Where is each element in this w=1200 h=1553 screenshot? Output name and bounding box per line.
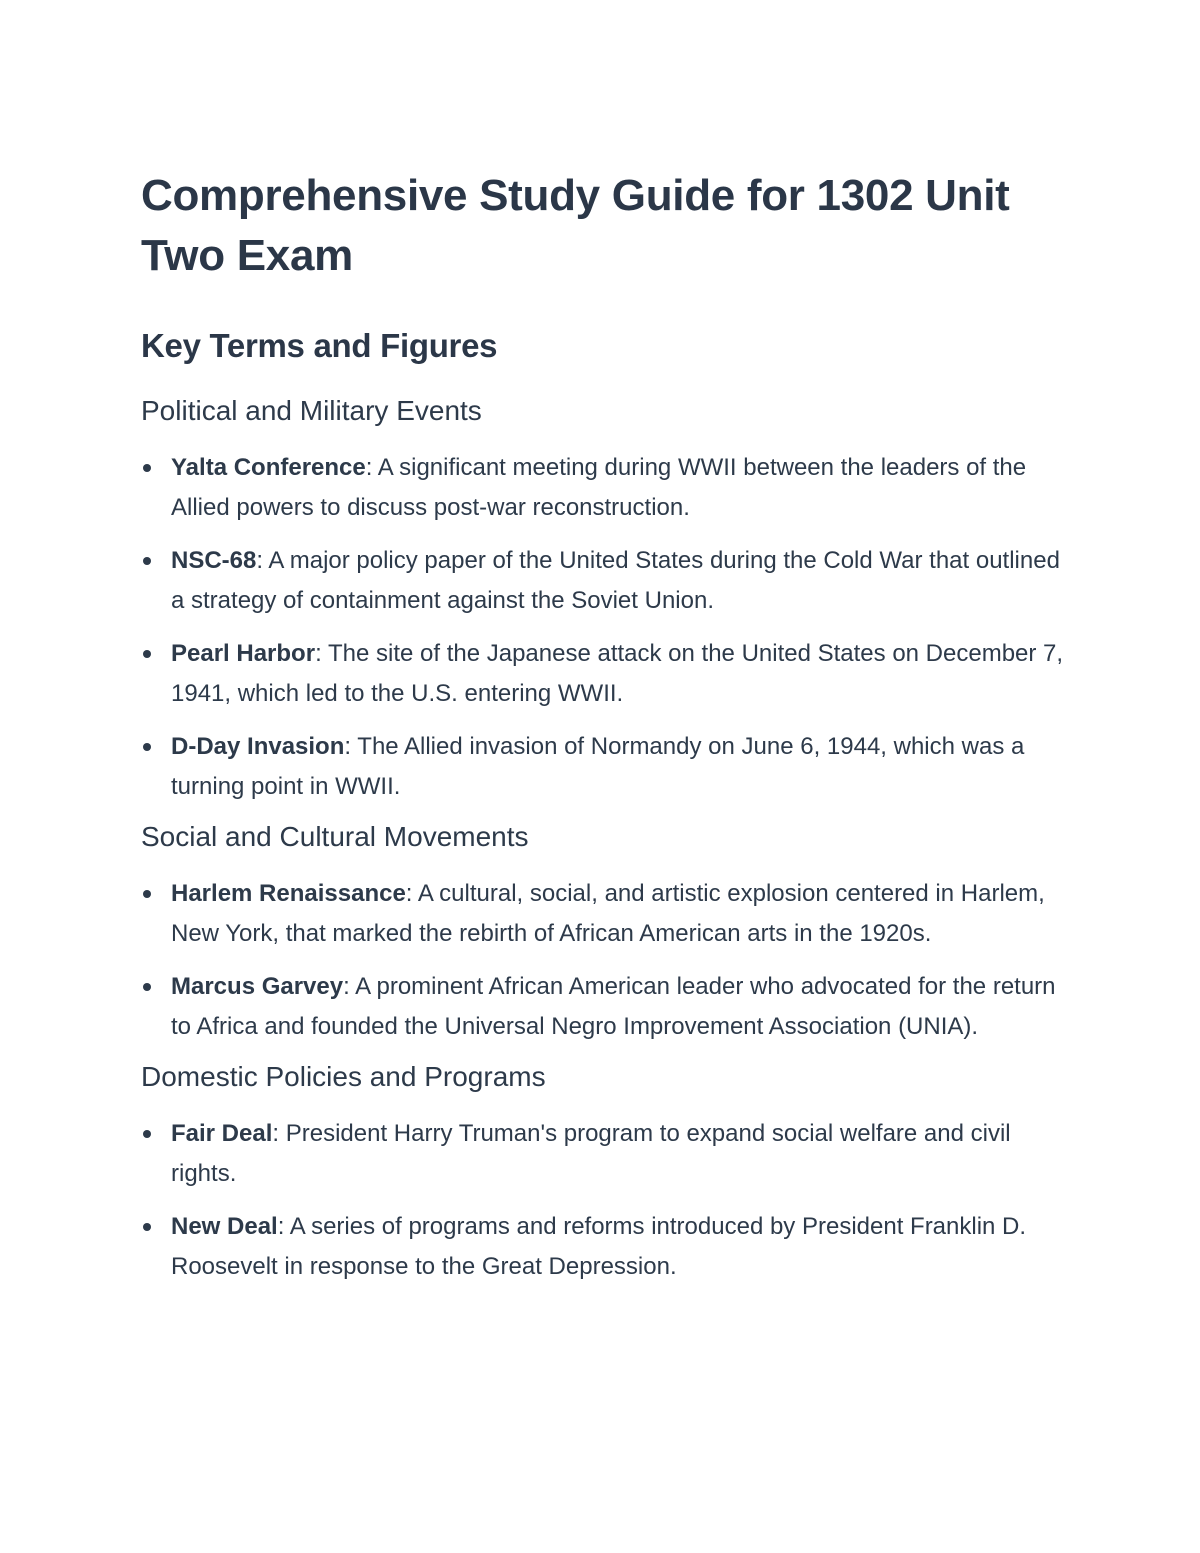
- bullet-icon: [143, 650, 151, 658]
- term-name: Marcus Garvey: [171, 973, 344, 1000]
- term-list-political: [141, 448, 1071, 807]
- list-item: Harlem Renaissance: A cultural, social, and artistic explosion centered in Harlem, New York, that marked the rebirth of African American arts in the 1920s.: [141, 874, 1071, 954]
- term-list-social: [141, 874, 1071, 1047]
- list-item: D-Day Invasion: The Allied invasion of Normandy on June 6, 1944, which was a turning point in WWII.: [141, 727, 1071, 807]
- list-item: New Deal: A series of programs and reforms introduced by President Franklin D. Roosevelt in response to the Great Depression.: [141, 1207, 1071, 1287]
- term-definition: The site of the Japanese attack on the United States on December 7, 1941, which led to the U.S. entering WWII.: [171, 640, 1064, 707]
- list-item: Fair Deal: President Harry Truman's program to expand social welfare and civil rights.: [141, 1114, 1071, 1194]
- term-definition: A series of programs and reforms introduced by President Franklin D. Roosevelt in response to the Great Depression.: [171, 1213, 1027, 1280]
- term-name: NSC-68: [171, 547, 257, 574]
- term-name: Fair Deal: [171, 1120, 273, 1147]
- term-name: D-Day Invasion: [171, 733, 345, 760]
- term-definition: A prominent African American leader who advocated for the return to Africa and founded the Universal Negro Improvement Association (UNIA).: [171, 973, 1056, 1040]
- term-definition: President Harry Truman's program to expand social welfare and civil rights.: [171, 1120, 1011, 1187]
- term-name: Pearl Harbor: [171, 640, 316, 667]
- section-heading: Key Terms and Figures: [141, 327, 498, 364]
- subsection-heading-domestic: Domestic Policies and Programs: [141, 1061, 546, 1092]
- term-definition: A cultural, social, and artistic explosion centered in Harlem, New York, that marked the rebirth of African American arts in the 1920s.: [171, 880, 1045, 947]
- term-name: New Deal: [171, 1213, 278, 1240]
- list-item: Yalta Conference: A significant meeting during WWII between the leaders of the Allied powers to discuss post-war reconstruction.: [141, 448, 1071, 528]
- list-item: Pearl Harbor: The site of the Japanese attack on the United States on December 7, 1941, which led to the U.S. entering WWII.: [141, 634, 1071, 714]
- term-name: Harlem Renaissance: [171, 880, 406, 907]
- bullet-icon: [143, 557, 151, 565]
- document-page: [141, 166, 1071, 1300]
- bullet-icon: [143, 464, 151, 472]
- bullet-icon: [143, 983, 151, 991]
- subsection-heading-social: Social and Cultural Movements: [141, 821, 529, 852]
- term-name: Yalta Conference: [171, 454, 366, 481]
- page-title: Comprehensive Study Guide for 1302 Unit Two Exam: [141, 171, 1010, 280]
- term-definition: A significant meeting during WWII between the leaders of the Allied powers to discuss post-war reconstruction.: [171, 454, 1027, 521]
- term-definition: A major policy paper of the United States during the Cold War that outlined a strategy of containment against the Soviet Union.: [171, 547, 1060, 614]
- term-list-domestic: [141, 1114, 1071, 1287]
- bullet-icon: [143, 1223, 151, 1231]
- list-item: NSC-68: A major policy paper of the United States during the Cold War that outlined a strategy of containment against the Soviet Union.: [141, 541, 1071, 621]
- bullet-icon: [143, 743, 151, 751]
- term-definition: The Allied invasion of Normandy on June 6, 1944, which was a turning point in WWII.: [171, 733, 1025, 800]
- list-item: Marcus Garvey: A prominent African American leader who advocated for the return to Africa and founded the Universal Negro Improvement Association (UNIA).: [141, 967, 1071, 1047]
- bullet-icon: [143, 1130, 151, 1138]
- bullet-icon: [143, 890, 151, 898]
- subsection-heading-political: Political and Military Events: [141, 395, 482, 426]
